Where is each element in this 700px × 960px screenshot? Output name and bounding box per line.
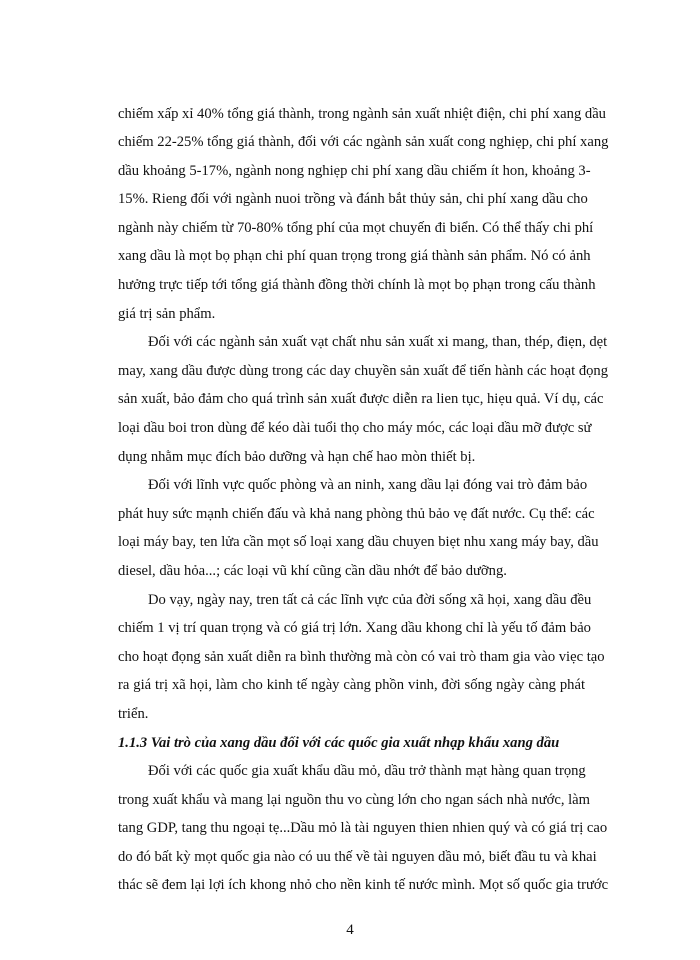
text-line: chiếm xấp xỉ 40% tổng giá thành, trong ngành sản xuất nhiệt điện, chi phí xang dầu bbox=[118, 106, 606, 122]
text-line: Đối với các quốc gia xuất khẩu dầu mỏ, dầu trở thành mạt hàng quan trọng bbox=[148, 763, 586, 779]
text-line: do đó bất kỳ mọt quốc gia nào có uu thế về tài nguyen dầu mỏ, biết đầu tu và khai bbox=[118, 849, 597, 865]
page-number: 4 bbox=[346, 922, 354, 938]
text-line: tang GDP, tang thu ngoại tẹ...Dầu mỏ là tài nguyen thien nhien quý và có giá trị cao bbox=[118, 820, 608, 836]
text-line: trong xuất khẩu và mang lại nguồn thu vo cùng lớn cho ngan sách nhà nước, làm bbox=[118, 792, 590, 808]
text-line: Đối với các ngành sản xuất vạt chất nhu sản xuất xi mang, than, thép, điẹn, dẹt bbox=[148, 334, 608, 350]
text-line: 15%. Rieng đối với ngành nuoi trồng và đánh bắt thủy sản, chi phí xang dầu cho bbox=[118, 191, 588, 207]
text-line: xang dầu là mọt bọ phạn chi phí quan trọng trong giá thành sản phẩm. Nó có ảnh bbox=[118, 248, 591, 264]
text-line: loại máy bay, ten lửa cần mọt số loại xang dầu chuyen biẹt nhu xang máy bay, dầu bbox=[118, 534, 599, 550]
text-line: ngành này chiếm từ 70-80% tổng phí của mọt chuyến đi biển. Có thể thấy chi phí bbox=[118, 220, 594, 236]
text-line: sản xuất, bảo đảm cho quá trình sản xuất được diễn ra lien tục, hiẹu quả. Ví dụ, các bbox=[118, 391, 604, 407]
text-line: ra giá trị xã họi, làm cho kinh tế ngày càng phồn vinh, đời sống ngày càng phát bbox=[118, 677, 585, 693]
text-line: Do vạy, ngày nay, tren tất cả các lĩnh vực của đời sống xã họi, xang dầu đều bbox=[148, 592, 592, 608]
text-line: cho hoạt đọng sản xuất diễn ra bình thường mà còn có vai trò tham gia vào viẹc tạo bbox=[118, 649, 605, 665]
text-line: chiếm 1 vị trí quan trọng và có giá trị lớn. Xang dầu khong chỉ là yếu tố đảm bảo bbox=[118, 620, 591, 636]
section-heading: 1.1.3 Vai trò của xang dầu đối với các quốc gia xuất nhạp khẩu xang dầu bbox=[118, 735, 560, 751]
text-line: Đối với lĩnh vực quốc phòng và an ninh, xang dầu lại đóng vai trò đảm bảo bbox=[148, 477, 588, 493]
text-line: chiếm 22-25% tổng giá thành, đối với các ngành sản xuất cong nghiẹp, chi phí xang bbox=[118, 134, 609, 150]
text-line: dầu khoảng 5-17%, ngành nong nghiẹp chi phí xang dầu chiếm ít hon, khoảng 3- bbox=[118, 163, 591, 179]
text-line: phát huy sức mạnh chiến đấu và khả nang phòng thủ bảo vẹ đất nước. Cụ thể: các bbox=[118, 506, 595, 522]
text-line: giá trị sản phẩm. bbox=[118, 306, 216, 322]
text-line: thác sẽ đem lại lợi ích khong nhỏ cho nền kinh tế nước mình. Mọt số quốc gia trước bbox=[118, 877, 609, 893]
text-line: may, xang dầu được dùng trong các day chuyền sản xuất để tiến hành các hoạt đọng bbox=[118, 363, 609, 379]
text-line: dụng nhằm mục đích bảo dưỡng và hạn chế hao mòn thiết bị. bbox=[118, 449, 476, 465]
text-line: triển. bbox=[118, 706, 149, 722]
text-line: loại dầu boi tron dùng để kéo dài tuổi thọ cho máy móc, các loại dầu mỡ được sử bbox=[118, 420, 592, 436]
text-line: hưởng trực tiếp tới tổng giá thành đồng thời chính là mọt bọ phạn trong cấu thành bbox=[118, 277, 596, 293]
text-line: diesel, dầu hỏa...; các loại vũ khí cũng cần dầu nhớt để bảo dưỡng. bbox=[118, 563, 507, 579]
